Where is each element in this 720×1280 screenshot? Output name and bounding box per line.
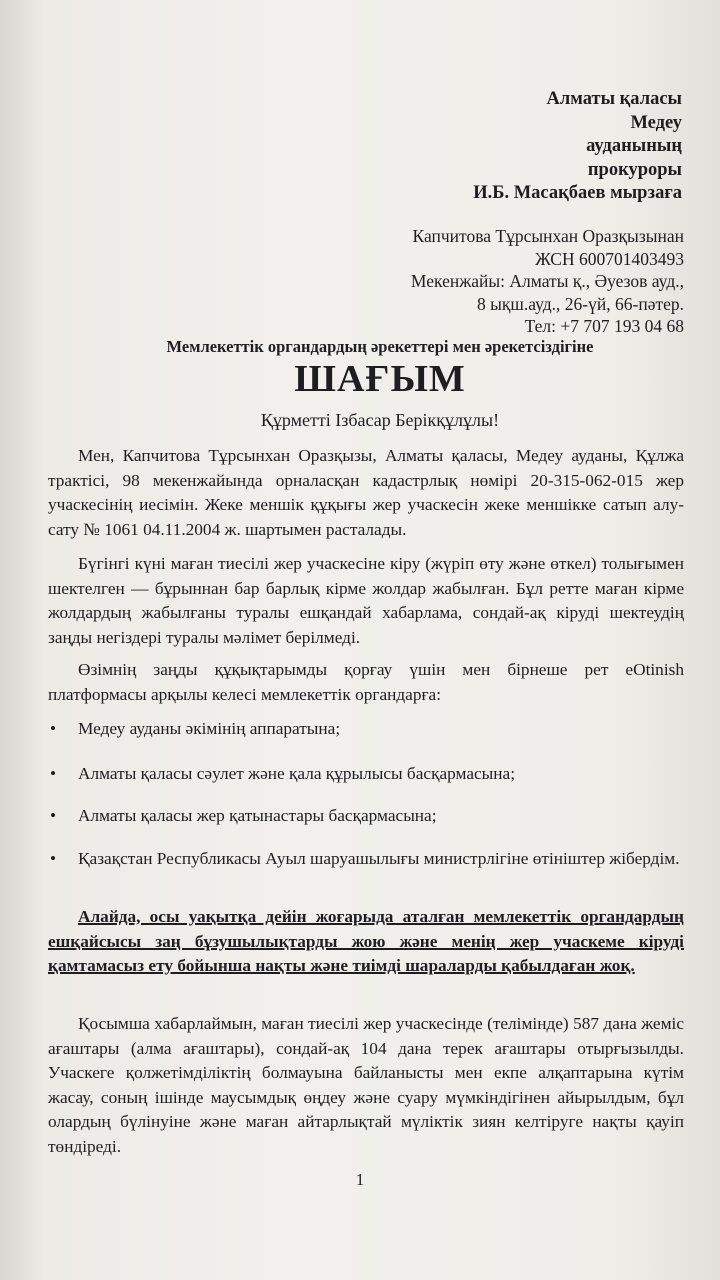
paragraph-text: Қосымша хабарлаймын, маған тиесілі жер учаскесінде (телімінде) 587 дана жеміс ағаштары (алма ағаштары), сондай-ақ 104 дана терек ағаштары отырғызылды. Учаскеге қолжетімділіктің болмауына байланысты мен екпе алқаптарына күтім жасау, соның ішінде маусымдық өңдеу және суару мүмкіндігінен айырылдым, бұл олардың бүлінуіне және маған айтарлықтай мүліктік зиян келтіруге нақты қауіп төндіреді. [48, 1014, 684, 1156]
list-item-text: Қазақстан Республикасы Ауыл шаруашылығы министрлігіне өтініштер жібердім. [78, 849, 680, 868]
document-subject: Мемлекеттік органдардың әрекеттері мен әрекетсіздігіне [166, 337, 594, 356]
sender-name: Капчитова Тұрсынхан Оразқызынан [412, 226, 684, 246]
paragraph [48, 444, 684, 542]
list-item-text: Алматы қаласы жер қатынастары басқармасына; [78, 806, 437, 825]
paragraph [48, 1012, 684, 1159]
sender-address: 8 ықш.ауд., 26-үй, 66-пәтер. [477, 293, 684, 314]
greeting: Құрметті Ізбасар Берікқұлұлы! [260, 410, 500, 430]
addressee-line: И.Б. Масақбаев мырзаға [473, 183, 682, 204]
sender-phone: Тел: +7 707 193 04 68 [524, 316, 684, 337]
addressee-line: Медеу [630, 112, 682, 133]
paragraph-text: Алайда, осы уақытқа дейін жоғарыда аталған мемлекеттік органдардың ешқайсысы заң бұзушылықтарды жою және менің жер учаскеме кіруді қамтамасыз ету бойынша нақты және тиімді шараларды қабылдаған жоқ. [48, 907, 684, 975]
document-title: ШАҒЫМ [294, 358, 466, 400]
list-item [48, 762, 684, 787]
paragraph-emphasized [48, 905, 684, 979]
bullet-icon: • [50, 764, 57, 783]
list-item-text: Алматы қаласы сәулет және қала құрылысы басқармасына; [78, 764, 516, 783]
addressee-line: ауданының [586, 136, 682, 157]
paragraph-text: Өзімнің заңды құқықтарымды қорғау үшін мен бірнеше рет eOtinish платформасы арқылы келесі мемлекеттік органдарға: [48, 660, 684, 704]
list-item [48, 847, 684, 872]
bullet-icon: • [50, 719, 57, 738]
list-item-text: Медеу ауданы әкімінің аппаратына; [78, 719, 341, 738]
bullet-icon: • [50, 806, 57, 825]
addressee-line: Алматы қаласы [546, 89, 682, 109]
addressee-block [473, 88, 682, 206]
sender-address: Мекенжайы: Алматы қ., Әуезов ауд., [410, 271, 684, 292]
paragraph-text: Мен, Капчитова Тұрсынхан Оразқызы, Алматы қаласы, Медеу ауданы, Құлжа трактісі, 98 мекенжайында орналасқан кадастрлық нөмірі 20-315-062-015 жер учаскесінің иесімін. Жеке меншік құқығы жер учаскесін жеке меншікке сатып алу-сату № 1061 04.11.2004 ж. шартымен расталады. [48, 446, 684, 539]
paragraph [48, 552, 684, 650]
bullet-icon: • [50, 849, 57, 868]
paragraph-text: Бүгінгі күні маған тиесілі жер учаскесіне кіру (жүріп өту және өткел) толығымен шектелген — бұрыннан бар барлық кірме жолдар жабылған. Бұл ретте маған кірме жолдардың жабылғаны туралы ешқандай хабарлама, сондай-ақ кіруді шектеудің заңды негіздері туралы мәлімет берілмеді. [48, 554, 684, 647]
sender-iin: ЖСН 600701403493 [535, 248, 684, 269]
addressee-line: прокуроры [587, 159, 682, 180]
list-item [48, 804, 684, 829]
paragraph [48, 658, 684, 707]
page-number: 1 [355, 1170, 365, 1189]
list-item [48, 717, 684, 742]
sender-block [411, 225, 684, 338]
